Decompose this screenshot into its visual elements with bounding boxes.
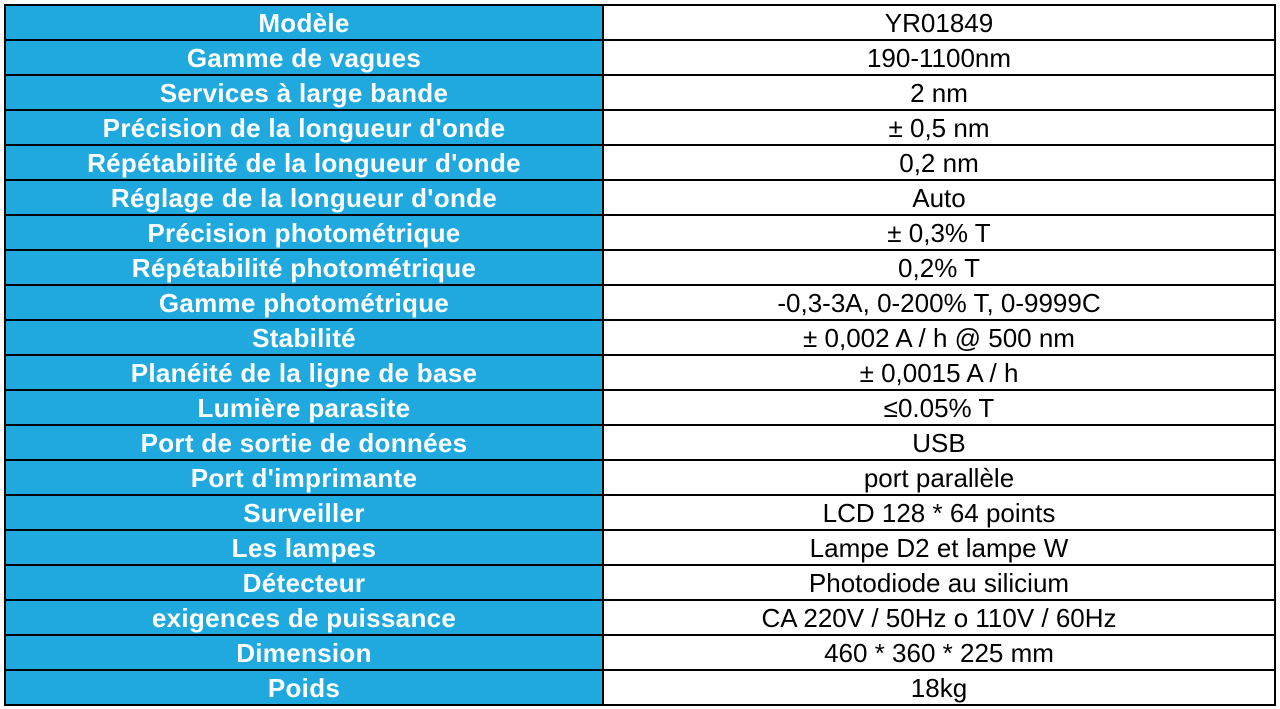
spec-label: Réglage de la longueur d'onde — [110, 182, 498, 213]
specification-table-body — [5, 5, 1275, 705]
spec-value: YR01849 — [603, 5, 1275, 40]
spec-label: Surveiller — [243, 497, 365, 528]
spec-label: Port d'imprimante — [190, 462, 418, 493]
spec-value: ± 0,3% T — [603, 215, 1275, 250]
spec-label-cell — [5, 180, 603, 215]
spec-row — [5, 495, 1275, 530]
spec-row — [5, 530, 1275, 565]
spec-label-cell — [5, 285, 603, 320]
spec-value: CA 220V / 50Hz o 110V / 60Hz — [603, 600, 1275, 635]
spec-value: Auto — [603, 180, 1275, 215]
spec-row — [5, 565, 1275, 600]
spec-row — [5, 390, 1275, 425]
spec-row — [5, 145, 1275, 180]
spec-label-cell — [5, 110, 603, 145]
spec-row — [5, 670, 1275, 705]
spec-label: Répétabilité de la longueur d'onde — [87, 147, 521, 178]
spec-row — [5, 600, 1275, 635]
spec-label-cell — [5, 390, 603, 425]
spec-label: Les lampes — [231, 532, 377, 563]
spec-label: Détecteur — [242, 567, 366, 598]
spec-label-cell — [5, 355, 603, 390]
spec-label-cell — [5, 530, 603, 565]
spec-label: Précision de la longueur d'onde — [102, 112, 506, 143]
spec-row — [5, 75, 1275, 110]
spec-label: Répétabilité photométrique — [131, 252, 477, 283]
spec-label: Planéité de la ligne de base — [130, 357, 478, 388]
spec-value: Photodiode au silicium — [603, 565, 1275, 600]
spec-row — [5, 460, 1275, 495]
spec-label: Poids — [267, 672, 341, 703]
spec-row — [5, 215, 1275, 250]
spec-row — [5, 40, 1275, 75]
spec-value: ± 0,0015 A / h — [603, 355, 1275, 390]
spec-label-cell — [5, 495, 603, 530]
spec-label-cell — [5, 425, 603, 460]
spec-label-cell — [5, 600, 603, 635]
spec-value: Lampe D2 et lampe W — [603, 530, 1275, 565]
spec-value: 190-1100nm — [603, 40, 1275, 75]
spec-value: LCD 128 * 64 points — [603, 495, 1275, 530]
spec-row — [5, 355, 1275, 390]
spec-label: Services à large bande — [159, 77, 449, 108]
spec-label: exigences de puissance — [151, 602, 457, 633]
spec-value: -0,3-3A, 0-200% T, 0-9999C — [603, 285, 1275, 320]
spec-value: ± 0,002 A / h @ 500 nm — [603, 320, 1275, 355]
spec-row — [5, 110, 1275, 145]
spec-label: Lumière parasite — [197, 392, 411, 423]
spec-label-cell — [5, 145, 603, 180]
spec-label: Gamme photométrique — [158, 287, 450, 318]
spec-label: Dimension — [236, 637, 372, 668]
spec-label-cell — [5, 215, 603, 250]
spec-row — [5, 250, 1275, 285]
spec-label: Gamme de vagues — [186, 42, 422, 73]
spec-label-cell — [5, 5, 603, 40]
spec-label: Port de sortie de données — [140, 427, 468, 458]
spec-row — [5, 425, 1275, 460]
spec-row — [5, 285, 1275, 320]
spec-value: port parallèle — [603, 460, 1275, 495]
spec-label-cell — [5, 75, 603, 110]
spec-value: USB — [603, 425, 1275, 460]
spec-label-cell — [5, 40, 603, 75]
spec-value: ± 0,5 nm — [603, 110, 1275, 145]
spec-row — [5, 320, 1275, 355]
spec-label: Précision photométrique — [147, 217, 461, 248]
spec-value: 0,2 nm — [603, 145, 1275, 180]
spec-value: ≤0.05% T — [603, 390, 1275, 425]
spec-label: Modèle — [258, 7, 350, 38]
specification-table — [4, 4, 1276, 706]
spec-label-cell — [5, 320, 603, 355]
spec-row — [5, 5, 1275, 40]
spec-label: Stabilité — [252, 322, 356, 353]
spec-row — [5, 635, 1275, 670]
spec-label-cell — [5, 670, 603, 705]
spec-value: 2 nm — [603, 75, 1275, 110]
spec-label-cell — [5, 460, 603, 495]
spec-row — [5, 180, 1275, 215]
spec-label-cell — [5, 250, 603, 285]
spec-value: 0,2% T — [603, 250, 1275, 285]
spec-value: 18kg — [603, 670, 1275, 705]
spec-label-cell — [5, 565, 603, 600]
spec-value: 460 * 360 * 225 mm — [603, 635, 1275, 670]
spec-label-cell — [5, 635, 603, 670]
